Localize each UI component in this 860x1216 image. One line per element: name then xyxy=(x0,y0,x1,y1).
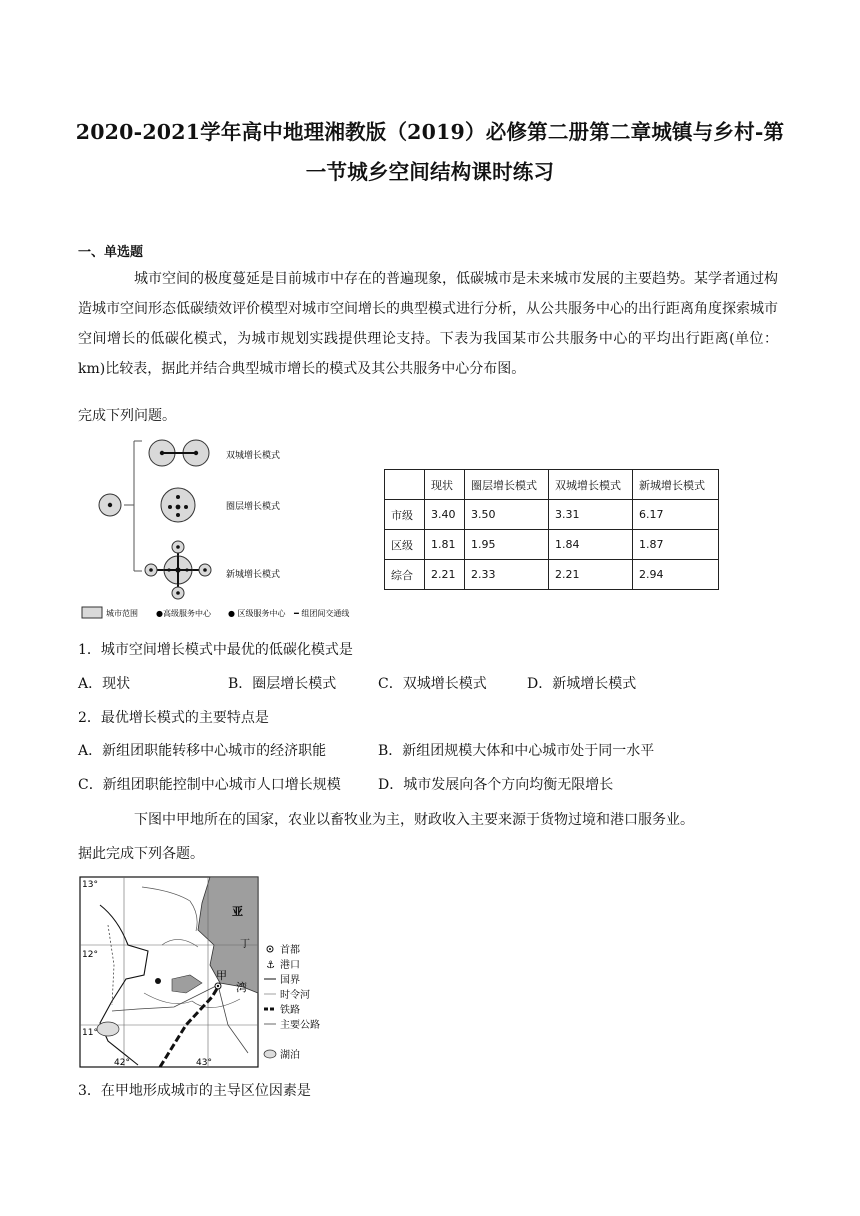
passage-2: 下图中甲地所在的国家，农业以畜牧业为主，财政收入主要来源于货物过境和港口服务业。 xyxy=(134,812,694,828)
table-cell: 3.50 xyxy=(465,500,549,530)
section-heading: 一、单选题 xyxy=(78,245,144,260)
table-header-row xyxy=(385,470,719,500)
distance-comparison-table xyxy=(384,469,719,590)
legend-port: 港口 xyxy=(280,960,300,971)
document-title xyxy=(60,112,800,192)
place-label: 亚 xyxy=(232,905,243,918)
region-map xyxy=(78,875,342,1070)
passage-2-end: 据此完成下列各题。 xyxy=(78,846,204,862)
label-dual-city: 双城增长模式 xyxy=(226,451,281,461)
table-cell: 1.81 xyxy=(425,530,465,560)
anchor-icon: ⚓ xyxy=(266,960,275,971)
legend-seasonal-river: 时令河 xyxy=(280,990,310,1001)
legend-lake: 湖泊 xyxy=(280,1050,300,1061)
title-line-2: 一节城乡空间结构课时练习 xyxy=(305,160,555,184)
question-3-stem: 3．在甲地形成城市的主导区位因素是 xyxy=(78,1083,311,1099)
question-2-option-b[interactable]: B．新组团规模大体和中心城市处于同一水平 xyxy=(378,743,655,759)
table-cell: 3.31 xyxy=(549,500,633,530)
table-header: 新城增长模式 xyxy=(633,470,719,500)
passage-1: 城市空间的极度蔓延是目前城市中存在的普遍现象，低碳城市是未来城市发展的主要趋势。某学者通过构造城市空间形态低碳绩效评价模型对城市空间增长的典型模式进行分析，从公共服务中心的出行距离角度探索城市空间增长的低碳化模式，为城市规划实践提供理论支持。下表为我国某市公共服务中心的平均出行距离(单位：km)比较表，据此并结合典型城市增长的模式及其公共服务中心分布图。 xyxy=(78,271,778,377)
question-1-option-c[interactable]: C．双城增长模式 xyxy=(378,676,487,692)
table-row xyxy=(385,560,719,590)
lon-label: 43° xyxy=(196,1058,212,1068)
table-cell: 市级 xyxy=(385,500,425,530)
legend-district-center: ● 区级服务中心 xyxy=(228,609,286,618)
legend-transport-line: ━ 组团间交通线 xyxy=(294,609,350,618)
place-label: 湾 xyxy=(236,981,247,994)
question-2-option-d[interactable]: D．城市发展向各个方向均衡无限增长 xyxy=(378,777,614,793)
lat-label: 11° xyxy=(82,1028,98,1038)
legend-border: 国界 xyxy=(280,975,300,986)
lat-label: 13° xyxy=(82,880,98,890)
table-row xyxy=(385,500,719,530)
table-cell: 区级 xyxy=(385,530,425,560)
question-2-option-a[interactable]: A．新组团职能转移中心城市的经济职能 xyxy=(78,743,327,759)
question-1-option-a[interactable]: A．现状 xyxy=(78,676,131,692)
table-cell: 2.21 xyxy=(549,560,633,590)
growth-mode-diagram xyxy=(78,433,378,628)
place-label: 丁 xyxy=(240,939,250,950)
table-cell: 2.94 xyxy=(633,560,719,590)
legend-high-center: ●高级服务中心 xyxy=(156,609,211,618)
title-line-1: 2020-2021学年高中地理湘教版（2019）必修第二册第二章城镇与乡村-第 xyxy=(75,120,785,144)
question-1-option-b[interactable]: B．圈层增长模式 xyxy=(228,676,337,692)
label-concentric: 圈层增长模式 xyxy=(226,502,281,512)
table-cell: 3.40 xyxy=(425,500,465,530)
question-2-option-c[interactable]: C．新组团职能控制中心城市人口增长规模 xyxy=(78,777,341,793)
question-1-option-d[interactable]: D．新城增长模式 xyxy=(527,676,637,692)
question-2-stem: 2．最优增长模式的主要特点是 xyxy=(78,710,269,726)
table-row xyxy=(385,530,719,560)
passage-1-end: 完成下列问题。 xyxy=(78,408,176,424)
table-cell: 2.21 xyxy=(425,560,465,590)
table-cell: 2.33 xyxy=(465,560,549,590)
table-header: 圈层增长模式 xyxy=(465,470,549,500)
question-1-stem: 1．城市空间增长模式中最优的低碳化模式是 xyxy=(78,642,353,658)
table-cell: 1.95 xyxy=(465,530,549,560)
legend-capital: 首都 xyxy=(280,945,300,956)
legend-city-range: 城市范围 xyxy=(106,609,138,618)
lon-label: 42° xyxy=(114,1058,130,1068)
lat-label: 12° xyxy=(82,950,98,960)
legend-railway: 铁路 xyxy=(280,1005,300,1016)
label-new-town: 新城增长模式 xyxy=(226,570,281,580)
table-cell: 6.17 xyxy=(633,500,719,530)
table-header: 双城增长模式 xyxy=(549,470,633,500)
table-cell: 1.87 xyxy=(633,530,719,560)
table-cell: 1.84 xyxy=(549,530,633,560)
table-header: 现状 xyxy=(425,470,465,500)
place-label: 甲 xyxy=(216,969,227,982)
table-cell: 综合 xyxy=(385,560,425,590)
table-cell xyxy=(385,470,425,500)
legend-main-road: 主要公路 xyxy=(280,1020,320,1031)
